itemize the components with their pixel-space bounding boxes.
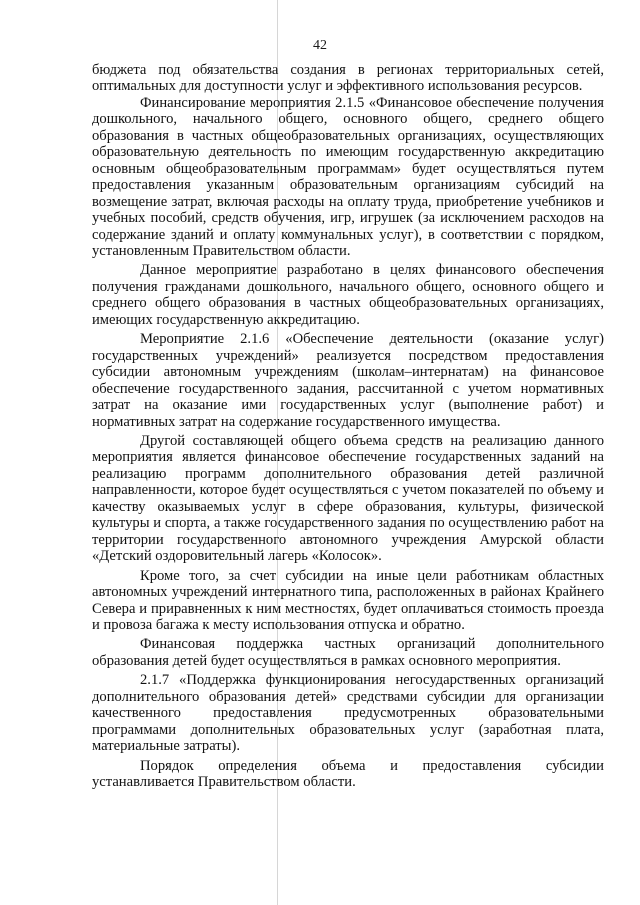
paragraph-measure-2-1-5: Финансирование мероприятия 2.1.5 «Финансовое обеспечение получения дошкольного, начального общего, основного общего, среднего общего образования в частных общеобразовательных организациях, осуществляющих образовательную деятельность по имеющим государственную аккредитацию основным общеобразовательным программам» будет осуществляться путем предоставления указанным образовательным организациям субсидий на возмещение затрат, включая расходы на оплату труда, приобретение учебников и учебных пособий, средств обучения, игр, игрушек (за исключением расходов на содержание зданий и оплату коммунальных услуг), в соответствии с порядком, установленным Правительством области. (92, 94, 604, 259)
paragraph-subsidy-other-goals: Кроме того, за счет субсидии на иные цели работникам областных автономных учреждений интернатного типа, расположенных в районах Крайнего Севера и приравненных к ним местностях, будет оплачиваться стоимость проезда и провоза багажа к месту использования отпуска и обратно. (92, 567, 604, 633)
body-text (92, 62, 604, 790)
paragraph-procedure: Порядок определения объема и предоставления субсидии устанавливается Правительством области. (92, 757, 604, 791)
page-number: 42 (313, 38, 327, 53)
paragraph-continuation: бюджета под обязательства создания в регионах территориальных сетей, оптимальных для доступности услуг и эффективного использования ресурсов. (92, 62, 604, 95)
paragraph-other-component: Другой составляющей общего объема средств на реализацию данного мероприятия является финансовое обеспечение государственных заданий на реализацию программ дополнительного образования детей различной направленности, которое будет осуществляться с учетом показателей по объему и качеству оказываемых услуг в сфере образования, культуры, физической культуры и спорта, а также государственного задания по осуществлению работ на территории государственного автономного учреждения Амурской области «Детский оздоровительный лагерь «Колосок». (92, 432, 604, 565)
paragraph-financial-support: Финансовая поддержка частных организаций дополнительного образования детей будет осуществляться в рамках основного мероприятия. (92, 636, 604, 669)
paragraph-measure-purpose: Данное мероприятие разработано в целях финансового обеспечения получения гражданами дошкольного, начального общего, основного общего и среднего общего образования в частных общеобразовательных организациях, имеющих государственную аккредитацию. (92, 262, 604, 328)
paragraph-measure-2-1-6: Мероприятие 2.1.6 «Обеспечение деятельности (оказание услуг) государственных учреждений» реализуется посредством предоставления субсидии автономным учреждениям (школам–интернатам) на финансовое обеспечение государственного задания, рассчитанной с учетом нормативных затрат на оказание ими государственных услуг (выполнение работ) и нормативных затрат на содержание государственного имущества. (92, 331, 604, 430)
paragraph-measure-2-1-7: 2.1.7 «Поддержка функционирования негосударственных организаций дополнительного образования детей» средствами субсидии для организации качественного предоставления предусмотренных образовательными программами дополнительных образовательных услуг (заработная плата, материальные затраты). (92, 672, 604, 755)
